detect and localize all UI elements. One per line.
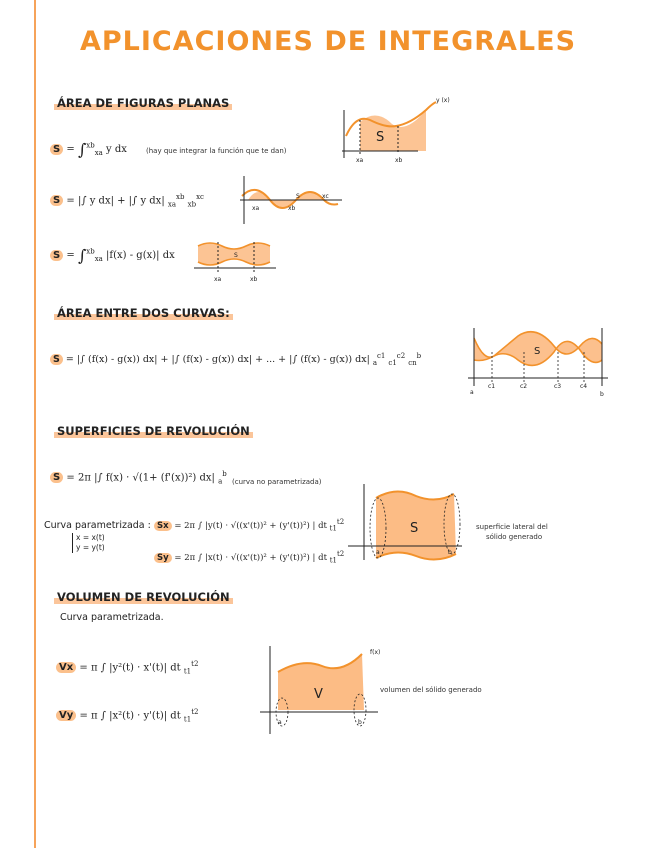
limit-upper: xb — [86, 141, 95, 150]
sy-limit-lower: t1 — [329, 556, 337, 565]
page-title: APLICACIONES DE INTEGRALES — [79, 26, 577, 57]
label-s-4: S — [534, 346, 541, 357]
label-s-3: S — [234, 252, 238, 259]
diagram-volume-revolution — [262, 644, 382, 736]
param-eq-x: x = x(t) — [76, 533, 105, 542]
param-eq-y: y = y(t) — [76, 543, 105, 552]
formula-superficie: S = 2π |∫ f(x) · √(1+ (f'(x))²) dx| $_a^b$ — [50, 470, 227, 485]
s1-body: y dx — [106, 144, 127, 155]
vol-side-note: volumen del sólido generado — [380, 686, 482, 694]
vx-limit-upper: t2 — [191, 660, 199, 668]
param-label: Curva parametrizada : — [44, 520, 151, 531]
diagram-surface-revolution — [346, 482, 466, 566]
s3-body: |f(x) - g(x)| dx — [106, 250, 175, 261]
s3-lhs: S — [50, 250, 63, 261]
s2-limit-l2: xb — [187, 200, 197, 209]
label-xa-2: xa — [252, 205, 260, 212]
label-c1: c1 — [488, 383, 496, 390]
sup-note: (curva no parametrizada) — [232, 478, 322, 486]
formula-vx — [56, 660, 198, 675]
sup-side-note-1: superficie lateral del — [476, 523, 548, 531]
label-y-of-x: y (x) — [436, 97, 450, 104]
formula-sy — [154, 550, 344, 565]
integral-sign: ∫ — [77, 140, 87, 159]
formula-s1: S = ∫$^{xb}_{xa}$ y dx — [50, 140, 127, 159]
sup-side-note-2: sólido generado — [486, 533, 543, 541]
label-f-of-x: f(x) — [370, 649, 381, 656]
curvas-limit-l1: a — [372, 359, 378, 368]
vy-limit-upper: t2 — [191, 708, 199, 716]
label-v: V — [314, 687, 323, 702]
section-heading-volumen: VOLUMEN DE REVOLUCIÓN — [54, 590, 233, 604]
formula-sx — [154, 518, 344, 533]
sx-limit-upper: t2 — [336, 518, 345, 526]
curvas-lhs: S — [50, 354, 63, 365]
section-heading-superficies: SUPERFICIES DE REVOLUCIÓN — [54, 424, 253, 438]
s2-body: |∫ y dx| + |∫ y dx| — [77, 195, 165, 207]
sup-lhs: S — [50, 472, 63, 483]
s2-limit-u2: xc — [196, 193, 204, 201]
diagram-area-under-curve — [336, 96, 450, 166]
sy-lhs: Sy — [154, 553, 172, 563]
curvas-limit-u1: c1 — [377, 352, 386, 360]
label-a: a — [470, 389, 474, 396]
diagram-two-curves — [192, 236, 282, 286]
label-a-6: a — [278, 719, 282, 726]
sup-body: 2π |∫ f(x) · √(1+ (f'(x))²) dx| — [77, 472, 215, 484]
label-s-small: S — [296, 193, 300, 200]
formula-s2: S = |∫ y dx| + |∫ y dx| $_{xa}^{xb}$ $_{xb}^{xc}$ — [50, 193, 204, 208]
vy-limit-lower: t1 — [183, 715, 192, 724]
s2-limit-u1: xb — [176, 193, 185, 201]
vx-lhs: Vx — [56, 662, 76, 673]
label-b-6: b — [358, 719, 362, 726]
vy-lhs: Vy — [56, 710, 76, 721]
vx-body: = π ∫ |y²(t) · x'(t)| dt — [79, 662, 181, 674]
sy-limit-upper: t2 — [336, 550, 345, 558]
sx-lhs: Sx — [154, 521, 172, 531]
s2-limit-l1: xa — [167, 200, 176, 209]
label-b: b — [600, 391, 604, 398]
section-heading-area-planas: ÁREA DE FIGURAS PLANAS — [54, 96, 232, 110]
vol-intro: Curva parametrizada. — [60, 612, 164, 623]
sup-limit-upper: b — [222, 470, 227, 478]
limit-lower: xa — [94, 149, 103, 157]
section-heading-area-curvas: ÁREA ENTRE DOS CURVAS: — [54, 306, 233, 320]
label-a-5: a — [376, 549, 380, 556]
curvas-limit-l3: cn — [408, 359, 417, 368]
label-xb-2: xb — [288, 205, 296, 212]
label-c4: c4 — [580, 383, 588, 390]
curvas-body: |∫ (f(x) - g(x)) dx| + |∫ (f(x) - g(x)) dx| + ... + |∫ (f(x) - g(x)) dx| — [76, 354, 370, 366]
diagram-multi-crossing — [466, 326, 614, 400]
sup-limit-lower: a — [218, 477, 223, 486]
s1-note: (hay que integrar la función que te dan) — [146, 147, 287, 155]
param-system — [72, 533, 105, 553]
formula-s3: S = ∫$^{xb}_{xa}$ |f(x) - g(x)| dx — [50, 246, 175, 265]
sx-body: = 2π ∫ |y(t) · √((x'(t))² + (y'(t))²) | dt — [174, 520, 327, 531]
s2-lhs: S — [50, 195, 63, 206]
label-xc-2: xc — [322, 193, 329, 200]
sx-limit-lower: t1 — [329, 524, 337, 533]
curvas-limit-u2: c2 — [396, 352, 406, 360]
s1-lhs: S — [50, 144, 63, 155]
curvas-limit-l2: c1 — [388, 359, 397, 368]
label-xb-3: xb — [250, 276, 258, 283]
label-xb: xb — [395, 157, 403, 164]
label-b-5: b — [448, 549, 452, 556]
formula-vy — [56, 708, 198, 723]
diagram-crossing-curve — [238, 174, 348, 230]
s3-limit-upper: xb — [86, 247, 95, 256]
formula-curvas: S = |∫ (f(x) - g(x)) dx| + |∫ (f(x) - g(x)) dx| + ... + |∫ (f(x) - g(x)) dx| $_a^{c1}$ $_{c1}^{c2}$ $_{cn}^b$ — [50, 352, 421, 367]
label-c3: c3 — [554, 383, 562, 390]
margin-line — [34, 0, 36, 848]
sy-body: = 2π ∫ |x(t) · √((x'(t))² + (y'(t))²) | dt — [174, 552, 327, 563]
curvas-limit-u3: b — [416, 352, 422, 360]
s3-limit-lower: xa — [94, 255, 103, 263]
label-s-5: S — [410, 521, 419, 536]
label-xa: xa — [356, 157, 364, 164]
vy-body: = π ∫ |x²(t) · y'(t)| dt — [79, 710, 181, 722]
label-s: S — [376, 130, 385, 145]
vx-limit-lower: t1 — [183, 667, 192, 676]
label-xa-3: xa — [214, 276, 222, 283]
label-c2: c2 — [520, 383, 528, 390]
